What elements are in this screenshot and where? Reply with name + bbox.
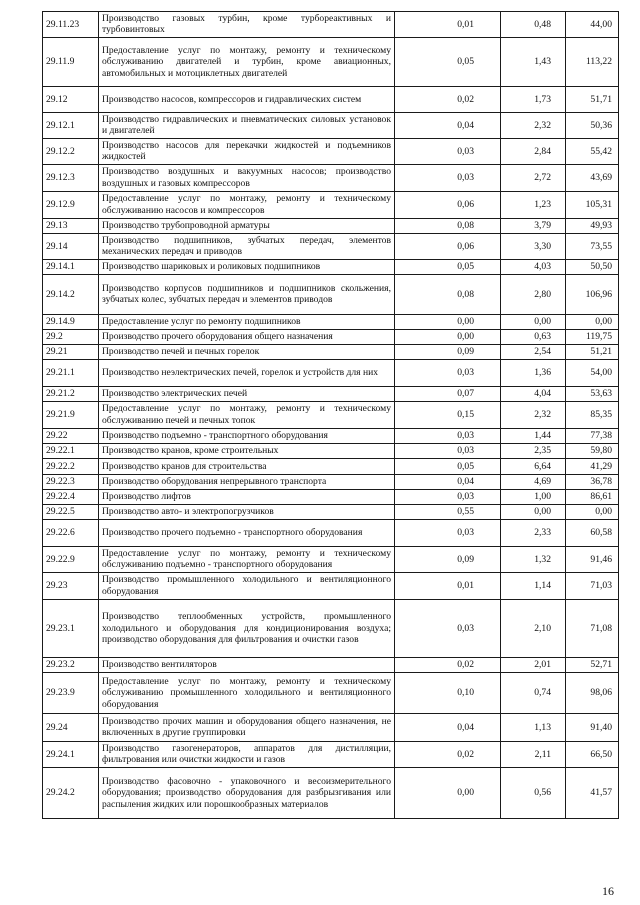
activity-name-cell: Производство фасовочно - упаковочного и весоизмерительного оборудования; производство оборудования для разбрызгивания или распыления жидких или порошкообразных материалов (99, 767, 395, 818)
table-body (43, 12, 619, 819)
value-cell-1: 0,09 (395, 546, 501, 572)
table-row (43, 741, 619, 767)
value-cell-2: 1,14 (501, 572, 566, 599)
activity-name-cell: Производство газогенераторов, аппаратов для дистилляции, фильтрования или очистки жидкости и газов (99, 741, 395, 767)
value-cell-2: 3,79 (501, 218, 566, 233)
table-row (43, 218, 619, 233)
value-cell-1: 0,03 (395, 359, 501, 386)
activity-name-cell: Предоставление услуг по монтажу, ремонту и техническому обслуживанию подъемно - транспортного оборудования (99, 546, 395, 572)
value-cell-2: 4,69 (501, 474, 566, 489)
activity-table (42, 11, 619, 819)
value-cell-3: 98,06 (566, 672, 619, 713)
activity-name-cell: Предоставление услуг по ремонту подшипников (99, 314, 395, 329)
page-number: 16 (602, 884, 614, 898)
value-cell-1: 0,05 (395, 259, 501, 274)
table-row (43, 504, 619, 519)
table-row (43, 713, 619, 741)
value-cell-2: 2,54 (501, 344, 566, 359)
code-cell: 29.22.2 (43, 458, 99, 474)
value-cell-2: 0,56 (501, 767, 566, 818)
table-row (43, 572, 619, 599)
activity-name-cell: Производство прочего оборудования общего назначения (99, 329, 395, 344)
value-cell-2: 1,73 (501, 86, 566, 112)
code-cell: 29.24.2 (43, 767, 99, 818)
activity-name-cell: Производство вентиляторов (99, 657, 395, 672)
code-cell: 29.22.3 (43, 474, 99, 489)
value-cell-1: 0,06 (395, 191, 501, 218)
code-cell: 29.22.5 (43, 504, 99, 519)
table-row (43, 546, 619, 572)
code-cell: 29.11.9 (43, 37, 99, 86)
value-cell-3: 106,96 (566, 274, 619, 314)
value-cell-3: 41,29 (566, 458, 619, 474)
code-cell: 29.13 (43, 218, 99, 233)
value-cell-1: 0,00 (395, 329, 501, 344)
value-cell-3: 51,21 (566, 344, 619, 359)
value-cell-3: 71,08 (566, 599, 619, 657)
value-cell-3: 105,31 (566, 191, 619, 218)
table-row (43, 259, 619, 274)
table-row (43, 767, 619, 818)
value-cell-1: 0,01 (395, 572, 501, 599)
value-cell-3: 50,36 (566, 112, 619, 138)
value-cell-1: 0,03 (395, 164, 501, 191)
value-cell-2: 1,32 (501, 546, 566, 572)
activity-name-cell: Предоставление услуг по монтажу, ремонту и техническому обслуживанию насосов и компрессоров (99, 191, 395, 218)
value-cell-2: 1,00 (501, 489, 566, 504)
value-cell-1: 0,04 (395, 474, 501, 489)
activity-name-cell: Производство корпусов подшипников и подшипников скольжения, зубчатых колес, зубчатых передач и элементов приводов (99, 274, 395, 314)
table-row (43, 519, 619, 546)
value-cell-3: 119,75 (566, 329, 619, 344)
table-row (43, 672, 619, 713)
value-cell-3: 51,71 (566, 86, 619, 112)
table-row (43, 428, 619, 443)
value-cell-3: 77,38 (566, 428, 619, 443)
activity-name-cell: Производство кранов, кроме строительных (99, 443, 395, 458)
value-cell-2: 2,72 (501, 164, 566, 191)
value-cell-1: 0,09 (395, 344, 501, 359)
code-cell: 29.23.9 (43, 672, 99, 713)
activity-name-cell: Производство кранов для строительства (99, 458, 395, 474)
value-cell-2: 2,32 (501, 112, 566, 138)
table-row (43, 657, 619, 672)
table-row (43, 314, 619, 329)
value-cell-2: 0,74 (501, 672, 566, 713)
code-cell: 29.12.1 (43, 112, 99, 138)
activity-name-cell: Производство прочих машин и оборудования общего назначения, не включенных в другие группировки (99, 713, 395, 741)
code-cell: 29.22.6 (43, 519, 99, 546)
table-row (43, 344, 619, 359)
value-cell-3: 59,80 (566, 443, 619, 458)
value-cell-3: 50,50 (566, 259, 619, 274)
value-cell-3: 43,69 (566, 164, 619, 191)
value-cell-1: 0,08 (395, 274, 501, 314)
value-cell-3: 0,00 (566, 314, 619, 329)
code-cell: 29.23.1 (43, 599, 99, 657)
value-cell-3: 85,35 (566, 401, 619, 428)
activity-name-cell: Производство теплообменных устройств, промышленного холодильного и оборудования для кондиционирования воздуха; производство оборудования для фильтрования и очистки газов (99, 599, 395, 657)
value-cell-1: 0,55 (395, 504, 501, 519)
value-cell-3: 44,00 (566, 12, 619, 38)
value-cell-3: 0,00 (566, 504, 619, 519)
activity-name-cell: Производство газовых турбин, кроме турбореактивных и турбовинтовых (99, 12, 395, 38)
activity-name-cell: Производство подшипников, зубчатых передач, элементов механических передач и приводов (99, 233, 395, 259)
code-cell: 29.24 (43, 713, 99, 741)
activity-name-cell: Производство промышленного холодильного и вентиляционного оборудования (99, 572, 395, 599)
value-cell-2: 2,35 (501, 443, 566, 458)
value-cell-3: 55,42 (566, 138, 619, 164)
value-cell-2: 4,04 (501, 386, 566, 401)
table-row (43, 401, 619, 428)
code-cell: 29.24.1 (43, 741, 99, 767)
code-cell: 29.14.9 (43, 314, 99, 329)
value-cell-1: 0,03 (395, 428, 501, 443)
value-cell-2: 4,03 (501, 259, 566, 274)
table-row (43, 443, 619, 458)
value-cell-2: 0,48 (501, 12, 566, 38)
value-cell-1: 0,08 (395, 218, 501, 233)
value-cell-1: 0,00 (395, 314, 501, 329)
table-row (43, 112, 619, 138)
value-cell-1: 0,03 (395, 138, 501, 164)
activity-name-cell: Производство трубопроводной арматуры (99, 218, 395, 233)
code-cell: 29.14 (43, 233, 99, 259)
code-cell: 29.14.2 (43, 274, 99, 314)
value-cell-2: 1,44 (501, 428, 566, 443)
value-cell-1: 0,03 (395, 443, 501, 458)
code-cell: 29.22 (43, 428, 99, 443)
value-cell-1: 0,15 (395, 401, 501, 428)
table-row (43, 274, 619, 314)
code-cell: 29.21.1 (43, 359, 99, 386)
value-cell-1: 0,00 (395, 767, 501, 818)
code-cell: 29.21.9 (43, 401, 99, 428)
activity-name-cell: Производство подъемно - транспортного оборудования (99, 428, 395, 443)
table-row (43, 489, 619, 504)
value-cell-2: 0,00 (501, 504, 566, 519)
value-cell-1: 0,03 (395, 489, 501, 504)
table-row (43, 458, 619, 474)
value-cell-2: 2,01 (501, 657, 566, 672)
value-cell-3: 73,55 (566, 233, 619, 259)
value-cell-2: 0,00 (501, 314, 566, 329)
value-cell-3: 41,57 (566, 767, 619, 818)
code-cell: 29.23 (43, 572, 99, 599)
activity-name-cell: Производство шариковых и роликовых подшипников (99, 259, 395, 274)
code-cell: 29.14.1 (43, 259, 99, 274)
value-cell-3: 71,03 (566, 572, 619, 599)
value-cell-2: 2,84 (501, 138, 566, 164)
value-cell-1: 0,04 (395, 713, 501, 741)
code-cell: 29.12.3 (43, 164, 99, 191)
activity-name-cell: Производство насосов, компрессоров и гидравлических систем (99, 86, 395, 112)
table-row (43, 329, 619, 344)
code-cell: 29.21 (43, 344, 99, 359)
code-cell: 29.21.2 (43, 386, 99, 401)
code-cell: 29.22.9 (43, 546, 99, 572)
activity-name-cell: Предоставление услуг по монтажу, ремонту и техническому обслуживанию двигателей и турбин, кроме авиационных, автомобильных и мотоциклетных двигателей (99, 37, 395, 86)
value-cell-2: 1,36 (501, 359, 566, 386)
activity-name-cell: Производство электрических печей (99, 386, 395, 401)
value-cell-1: 0,01 (395, 12, 501, 38)
table-row (43, 37, 619, 86)
code-cell: 29.22.1 (43, 443, 99, 458)
code-cell: 29.11.23 (43, 12, 99, 38)
value-cell-3: 52,71 (566, 657, 619, 672)
value-cell-2: 2,10 (501, 599, 566, 657)
code-cell: 29.2 (43, 329, 99, 344)
value-cell-1: 0,10 (395, 672, 501, 713)
table-row (43, 474, 619, 489)
table-row (43, 386, 619, 401)
value-cell-1: 0,03 (395, 599, 501, 657)
table-row (43, 191, 619, 218)
activity-name-cell: Производство насосов для перекачки жидкостей и подъемников жидкостей (99, 138, 395, 164)
code-cell: 29.22.4 (43, 489, 99, 504)
value-cell-3: 86,61 (566, 489, 619, 504)
activity-name-cell: Производство печей и печных горелок (99, 344, 395, 359)
value-cell-3: 91,40 (566, 713, 619, 741)
value-cell-1: 0,05 (395, 458, 501, 474)
activity-name-cell: Производство неэлектрических печей, горелок и устройств для них (99, 359, 395, 386)
value-cell-3: 91,46 (566, 546, 619, 572)
document-table-area (42, 11, 618, 819)
value-cell-1: 0,06 (395, 233, 501, 259)
value-cell-3: 54,00 (566, 359, 619, 386)
value-cell-2: 3,30 (501, 233, 566, 259)
value-cell-3: 66,50 (566, 741, 619, 767)
activity-name-cell: Производство лифтов (99, 489, 395, 504)
value-cell-2: 1,13 (501, 713, 566, 741)
value-cell-3: 53,63 (566, 386, 619, 401)
activity-name-cell: Производство воздушных и вакуумных насосов; производство воздушных и газовых компрессоров (99, 164, 395, 191)
activity-name-cell: Производство гидравлических и пневматических силовых установок и двигателей (99, 112, 395, 138)
table-row (43, 599, 619, 657)
value-cell-1: 0,02 (395, 86, 501, 112)
value-cell-3: 60,58 (566, 519, 619, 546)
value-cell-1: 0,02 (395, 741, 501, 767)
value-cell-2: 2,80 (501, 274, 566, 314)
value-cell-2: 1,43 (501, 37, 566, 86)
table-row (43, 164, 619, 191)
value-cell-2: 2,33 (501, 519, 566, 546)
value-cell-3: 113,22 (566, 37, 619, 86)
value-cell-2: 6,64 (501, 458, 566, 474)
value-cell-3: 36,78 (566, 474, 619, 489)
value-cell-1: 0,07 (395, 386, 501, 401)
table-row (43, 233, 619, 259)
code-cell: 29.12.9 (43, 191, 99, 218)
value-cell-2: 1,23 (501, 191, 566, 218)
activity-name-cell: Производство оборудования непрерывного транспорта (99, 474, 395, 489)
value-cell-2: 0,63 (501, 329, 566, 344)
code-cell: 29.12.2 (43, 138, 99, 164)
table-row (43, 359, 619, 386)
table-row (43, 86, 619, 112)
activity-name-cell: Производство авто- и электропогрузчиков (99, 504, 395, 519)
activity-name-cell: Предоставление услуг по монтажу, ремонту и техническому обслуживанию печей и печных топок (99, 401, 395, 428)
value-cell-1: 0,05 (395, 37, 501, 86)
value-cell-1: 0,03 (395, 519, 501, 546)
table-row (43, 12, 619, 38)
value-cell-2: 2,32 (501, 401, 566, 428)
value-cell-2: 2,11 (501, 741, 566, 767)
table-row (43, 138, 619, 164)
code-cell: 29.23.2 (43, 657, 99, 672)
value-cell-1: 0,02 (395, 657, 501, 672)
activity-name-cell: Производство прочего подъемно - транспортного оборудования (99, 519, 395, 546)
activity-name-cell: Предоставление услуг по монтажу, ремонту и техническому обслуживанию промышленного холодильного и вентиляционного оборудования (99, 672, 395, 713)
code-cell: 29.12 (43, 86, 99, 112)
value-cell-3: 49,93 (566, 218, 619, 233)
value-cell-1: 0,04 (395, 112, 501, 138)
